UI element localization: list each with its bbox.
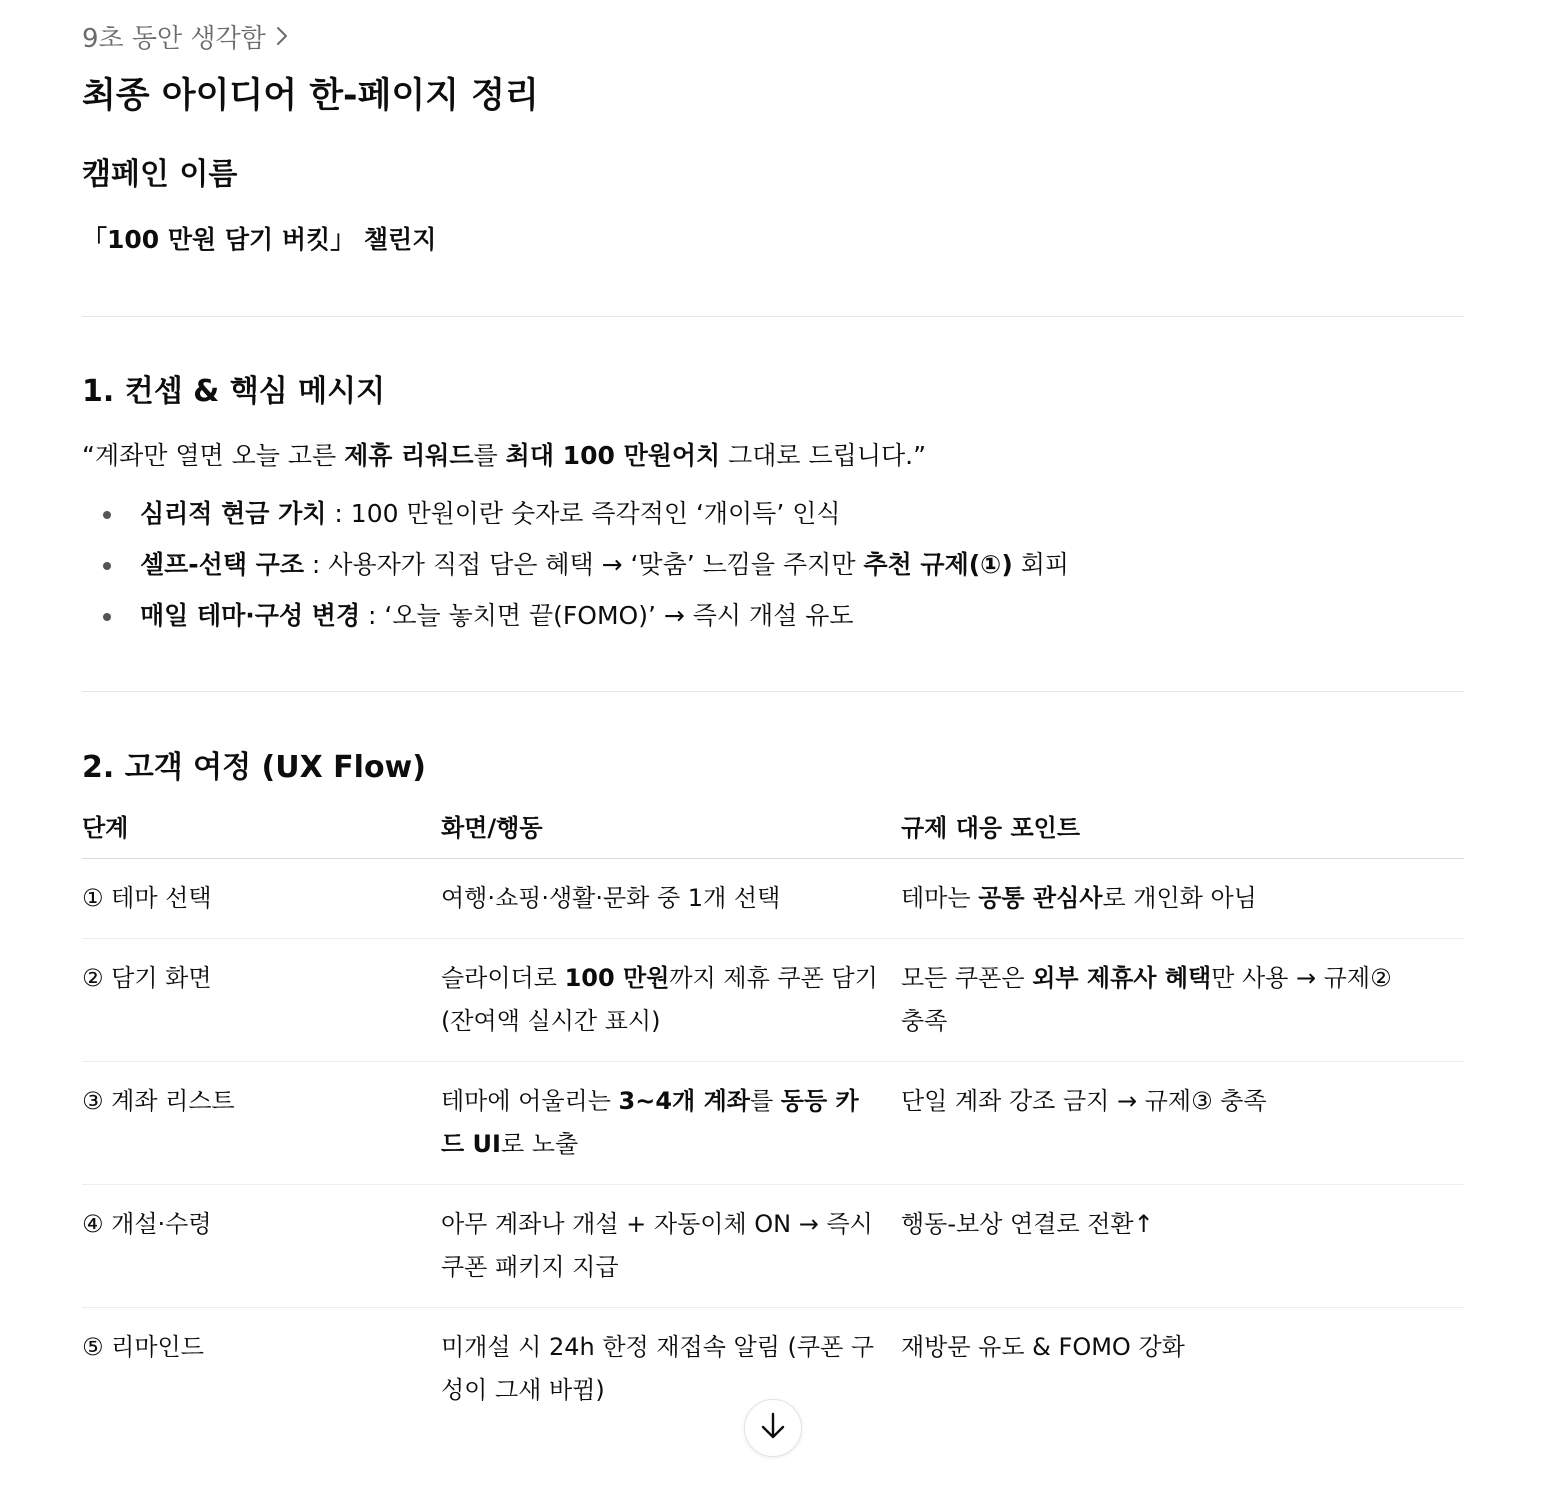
thinking-label: 9초 동안 생각함 xyxy=(82,23,266,54)
step-cell: ④ 개설·수령 xyxy=(82,1210,212,1238)
regulation-cell: 재방문 유도 & FOMO 강화 xyxy=(901,1333,1185,1361)
list-item: 셀프-선택 구조 : 사용자가 직접 담은 혜택 → ‘맞춤’ 느낌을 주지만 추천 규제(①) 회피 xyxy=(82,545,1069,596)
bullet-dot xyxy=(103,511,111,519)
bullet-dot xyxy=(103,562,111,570)
column-header-step: 단계 xyxy=(82,814,129,842)
campaign-heading: 캠페인 이름 xyxy=(82,157,238,192)
campaign-name: 「100 만원 담기 버킷」 챌린지 xyxy=(82,225,437,254)
action-cell: 미개설 시 24h 한정 재접속 알림 (쿠폰 구성이 그새 바뀜) xyxy=(441,1333,875,1404)
core-message-quote: “계좌만 열면 오늘 고른 제휴 리워드를 최대 100 만원어치 그대로 드립니다.” xyxy=(82,441,927,470)
table-row xyxy=(82,939,1464,1062)
step-cell: ① 테마 선택 xyxy=(82,884,212,912)
scroll-to-bottom-button[interactable] xyxy=(744,1399,802,1457)
regulation-cell: 행동-보상 연결로 전환↑ xyxy=(901,1210,1154,1238)
thinking-toggle[interactable] xyxy=(82,18,288,54)
section-1-title: 1. 컨셉 & 핵심 메시지 xyxy=(82,374,386,409)
regulation-cell: 테마는 공통 관심사로 개인화 아님 xyxy=(901,884,1257,912)
section-2-title: 2. 고객 여정 (UX Flow) xyxy=(82,750,426,785)
regulation-cell: 단일 계좌 강조 금지 → 규제③ 충족 xyxy=(901,1087,1267,1115)
column-header-action: 화면/행동 xyxy=(441,814,543,842)
action-cell: 아무 계좌나 개설 + 자동이체 ON → 즉시 쿠폰 패키지 지급 xyxy=(441,1210,873,1281)
table-row xyxy=(82,1062,1464,1185)
list-item: 심리적 현금 가치 : 100 만원이란 숫자로 즉각적인 ‘개이득’ 인식 xyxy=(82,494,1069,545)
page-title: 최종 아이디어 한-페이지 정리 xyxy=(82,76,539,116)
regulation-cell: 모든 쿠폰은 외부 제휴사 혜택만 사용 → 규제② 충족 xyxy=(901,964,1392,1035)
list-item: 매일 테마·구성 변경 : ‘오늘 놓치면 끝(FOMO)’ → 즉시 개설 유도 xyxy=(82,596,1069,647)
column-header-regulation: 규제 대응 포인트 xyxy=(901,814,1080,842)
chevron-right-icon xyxy=(276,26,288,46)
table-header xyxy=(82,806,1464,859)
bullet-dot xyxy=(103,613,111,621)
concept-bullet-list xyxy=(82,494,1069,647)
action-cell: 여행·쇼핑·생활·문화 중 1개 선택 xyxy=(441,884,781,912)
step-cell: ③ 계좌 리스트 xyxy=(82,1087,235,1115)
table-row xyxy=(82,859,1464,939)
divider xyxy=(82,691,1464,692)
step-cell: ② 담기 화면 xyxy=(82,964,212,992)
action-cell: 테마에 어울리는 3~4개 계좌를 동등 카드 UI로 노출 xyxy=(441,1087,859,1158)
step-cell: ⑤ 리마인드 xyxy=(82,1333,204,1361)
action-cell: 슬라이더로 100 만원까지 제휴 쿠폰 담기 (잔여액 실시간 표시) xyxy=(441,964,878,1035)
table-row xyxy=(82,1185,1464,1308)
divider xyxy=(82,316,1464,317)
arrow-down-icon xyxy=(760,1411,786,1445)
ux-flow-table xyxy=(82,806,1464,1430)
